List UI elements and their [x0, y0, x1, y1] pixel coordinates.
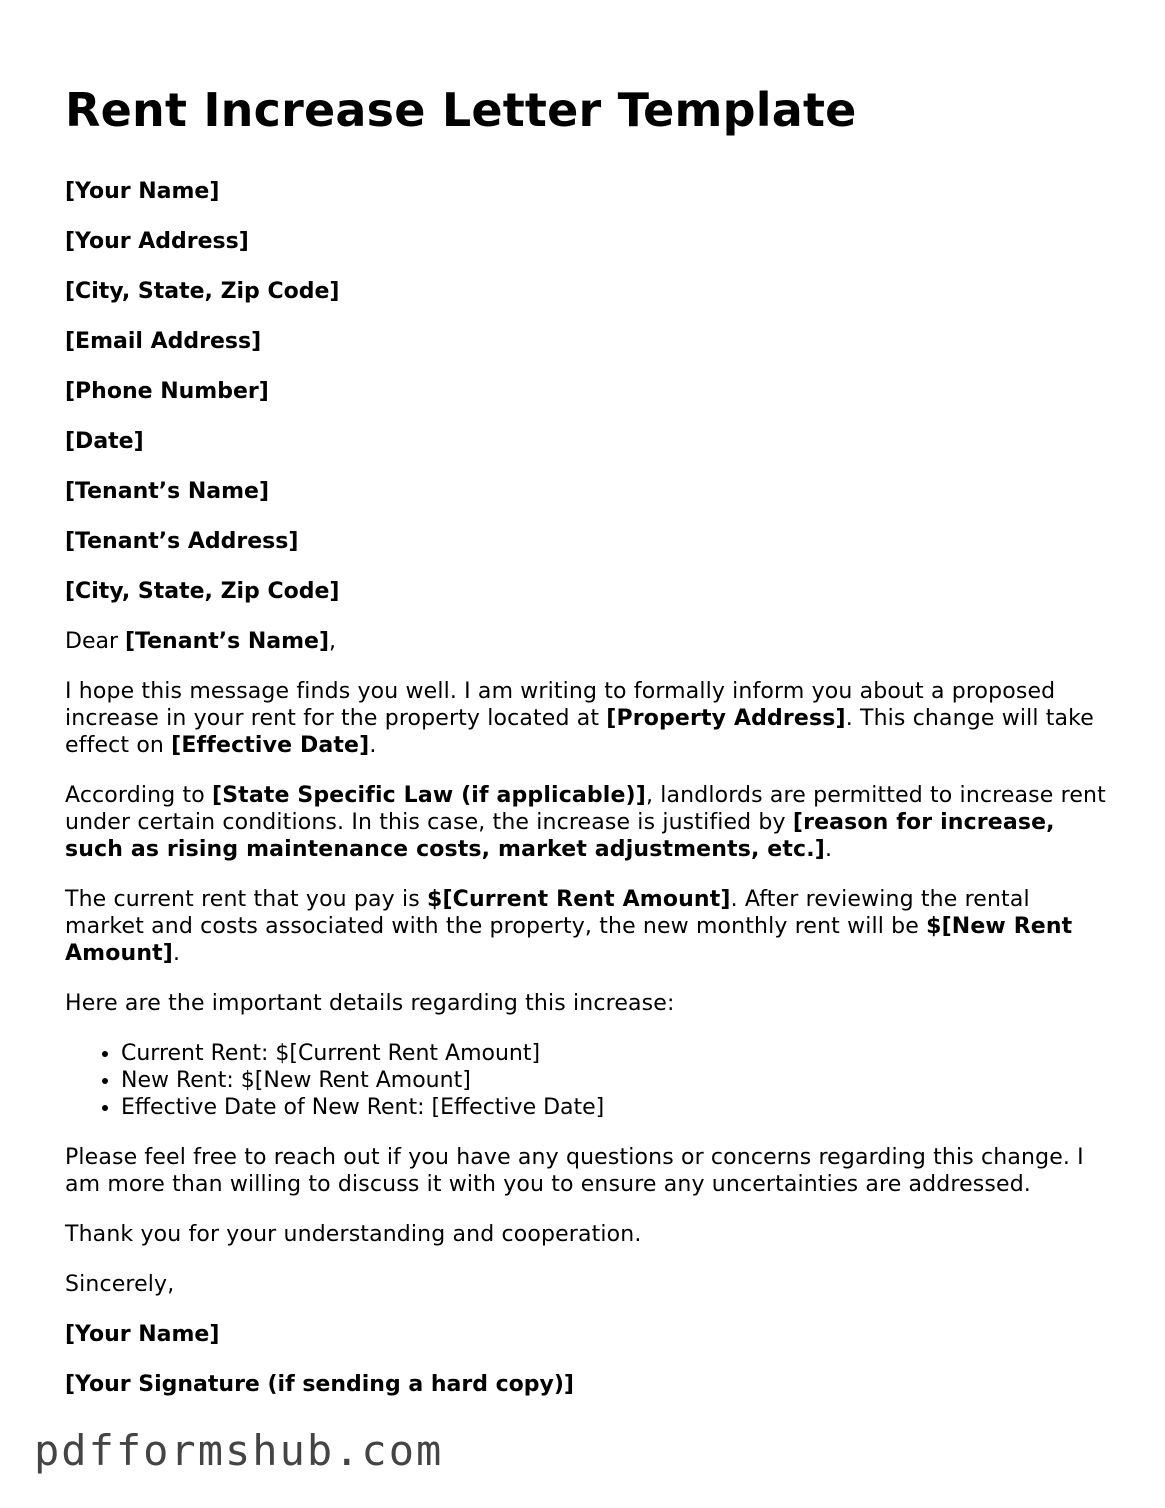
page-title: Rent Increase Letter Template — [65, 83, 857, 137]
current-rent-placeholder: $[Current Rent Amount] — [427, 887, 731, 912]
reason-placeholder: [reason for increase, such as rising maintenance costs, market adjustments, etc.] — [65, 810, 1055, 862]
new-rent-placeholder: $[New Rent Amount] — [65, 914, 1073, 966]
recipient-name: [Tenant’s Name] — [65, 479, 270, 504]
details-item-new-rent: • New Rent: $[New Rent Amount] — [121, 1067, 1110, 1094]
letter-page — [65, 80, 1110, 1421]
signoff-name: [Your Name] — [65, 1322, 220, 1347]
paragraph-text: I hope this message finds you well. I am writing to formally inform you about a proposed increase in your rent for the property located at — [65, 679, 1056, 731]
watermark: pdfformshub.com — [34, 1426, 444, 1475]
effective-date-placeholder: [Effective Date] — [171, 733, 370, 758]
signature-line: [Your Signature (if sending a hard copy)] — [65, 1372, 574, 1397]
thanks-line: Thank you for your understanding and cooperation. — [65, 1222, 642, 1247]
letter-date: [Date] — [65, 429, 144, 454]
salutation-name: [Tenant’s Name] — [125, 629, 330, 654]
recipient-address: [Tenant’s Address] — [65, 529, 299, 554]
details-list — [65, 1040, 1110, 1121]
sender-city-state-zip: [City, State, Zip Code] — [65, 279, 340, 304]
recipient-city-state-zip: [City, State, Zip Code] — [65, 579, 340, 604]
paragraph-text: According to — [65, 783, 212, 808]
paragraph-text: . — [824, 837, 833, 862]
paragraph-text: . — [369, 733, 377, 758]
salutation-suffix: , — [329, 629, 337, 654]
paragraph-text: The current rent that you pay is — [65, 887, 427, 912]
paragraph-law — [65, 782, 1110, 863]
details-item-effective-date: • Effective Date of New Rent: [Effective Date] — [121, 1094, 1110, 1121]
closing-line: Sincerely, — [65, 1272, 175, 1297]
sender-name: [Your Name] — [65, 179, 220, 204]
paragraph-text: . This change will take effect on — [65, 706, 1094, 758]
salutation-prefix: Dear — [65, 629, 125, 654]
sender-address: [Your Address] — [65, 229, 249, 254]
paragraph-text: . — [173, 941, 181, 966]
property-address-placeholder: [Property Address] — [606, 706, 846, 731]
details-intro: Here are the important details regarding this increase: — [65, 991, 675, 1016]
sender-phone: [Phone Number] — [65, 379, 269, 404]
paragraph-rent — [65, 886, 1110, 967]
paragraph-intro — [65, 678, 1110, 759]
paragraph-text: . After reviewing the rental market and costs associated with the property, the new monthly rent will be — [65, 887, 1030, 939]
paragraph-contact: Please feel free to reach out if you have any questions or concerns regarding this change. I am more than willing to discuss it with you to ensure any uncertainties are addressed. — [65, 1145, 1084, 1197]
salutation — [65, 628, 1110, 655]
sender-email: [Email Address] — [65, 329, 262, 354]
details-item-current-rent: • Current Rent: $[Current Rent Amount] — [121, 1040, 1110, 1067]
paragraph-text: , landlords are permitted to increase rent under certain conditions. In this case, the increase is justified by — [65, 783, 1106, 835]
state-law-placeholder: [State Specific Law (if applicable)] — [211, 783, 646, 808]
